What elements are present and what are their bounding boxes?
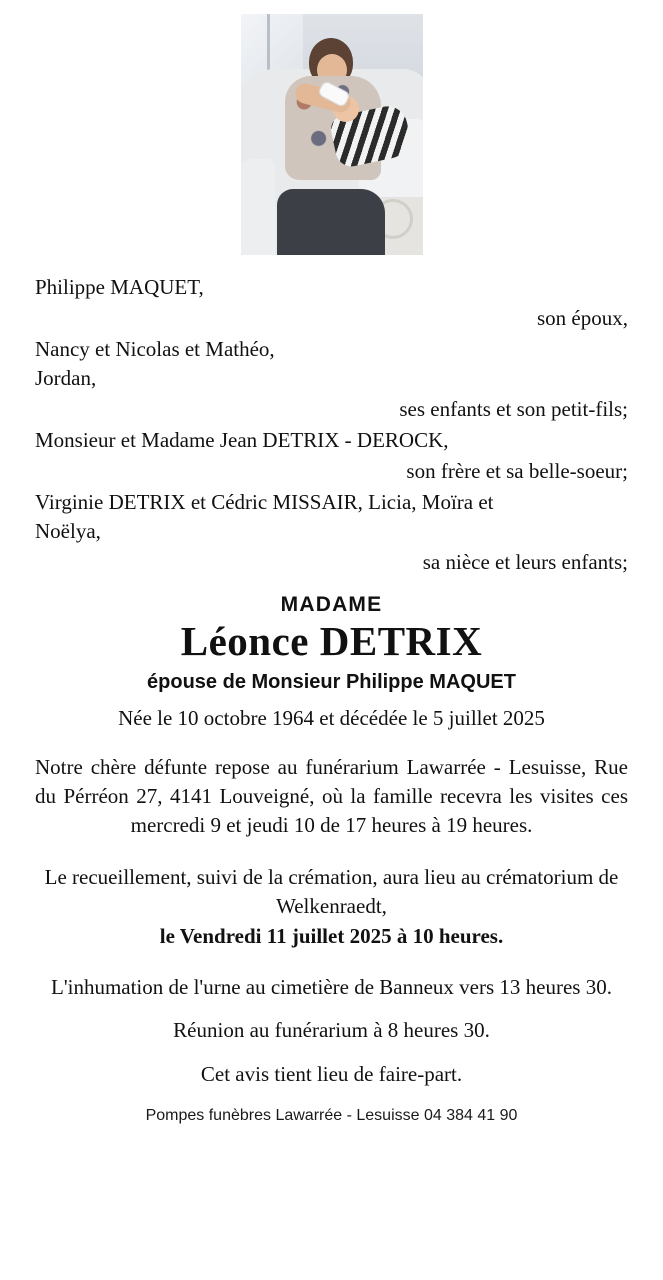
- family-names: Virginie DETRIX et Cédric MISSAIR, Licia, Moïra et: [35, 489, 494, 514]
- family-group-4: [35, 488, 628, 577]
- family-group-1: [35, 273, 628, 333]
- funeral-home-footer: Pompes funèbres Lawarrée - Lesuisse 04 384 41 90: [145, 1107, 518, 1125]
- family-list: [35, 273, 628, 577]
- ceremony-intro: Le recueillement, suivi de la crémation, aura lieu au crématorium de Welkenraedt,: [44, 864, 619, 919]
- photo-container: [35, 0, 628, 255]
- inhumation-paragraph: L'inhumation de l'urne au cimetière de Banneux vers 13 heures 30.: [51, 974, 612, 999]
- family-names-continued: Noëlya,: [35, 518, 101, 543]
- deceased-title: MADAME: [280, 592, 383, 616]
- photo-armchair-arm-left: [241, 159, 275, 255]
- deceased-spouse-line: épouse de Monsieur Philippe MAQUET: [147, 670, 516, 693]
- family-relation: son époux,: [537, 305, 628, 330]
- funerarium-paragraph: Notre chère défunte repose au funérarium Lawarrée - Lesuisse, Rue du Pérréon 27, 4141 Louveigné, où la famille recevra les visites ces mercredi 9 et jeudi 10 de 17 heures à 19 heures.: [35, 754, 628, 838]
- family-relation: ses enfants et son petit-fils;: [399, 396, 628, 421]
- family-names: Monsieur et Madame Jean DETRIX - DEROCK,: [35, 427, 449, 452]
- photo-woman-trousers: [277, 189, 385, 255]
- family-group-3: [35, 426, 628, 486]
- ceremony-date: le Vendredi 11 juillet 2025 à 10 heures.: [159, 923, 504, 948]
- family-relation: sa nièce et leurs enfants;: [422, 549, 628, 574]
- reunion-paragraph: Réunion au funérarium à 8 heures 30.: [173, 1018, 490, 1043]
- family-names: Nancy et Nicolas et Mathéo,: [35, 336, 275, 361]
- family-names-continued: Jordan,: [35, 365, 97, 390]
- ceremony-paragraph: [35, 863, 628, 951]
- faire-part-paragraph: Cet avis tient lieu de faire-part.: [200, 1061, 463, 1086]
- deceased-dates: Née le 10 octobre 1964 et décédée le 5 juillet 2025: [118, 705, 545, 730]
- family-relation: son frère et sa belle-soeur;: [406, 458, 628, 483]
- deceased-photo: [241, 14, 423, 255]
- family-group-2: [35, 335, 628, 424]
- family-names: Philippe MAQUET,: [35, 275, 204, 299]
- deceased-name: Léonce DETRIX: [180, 617, 483, 664]
